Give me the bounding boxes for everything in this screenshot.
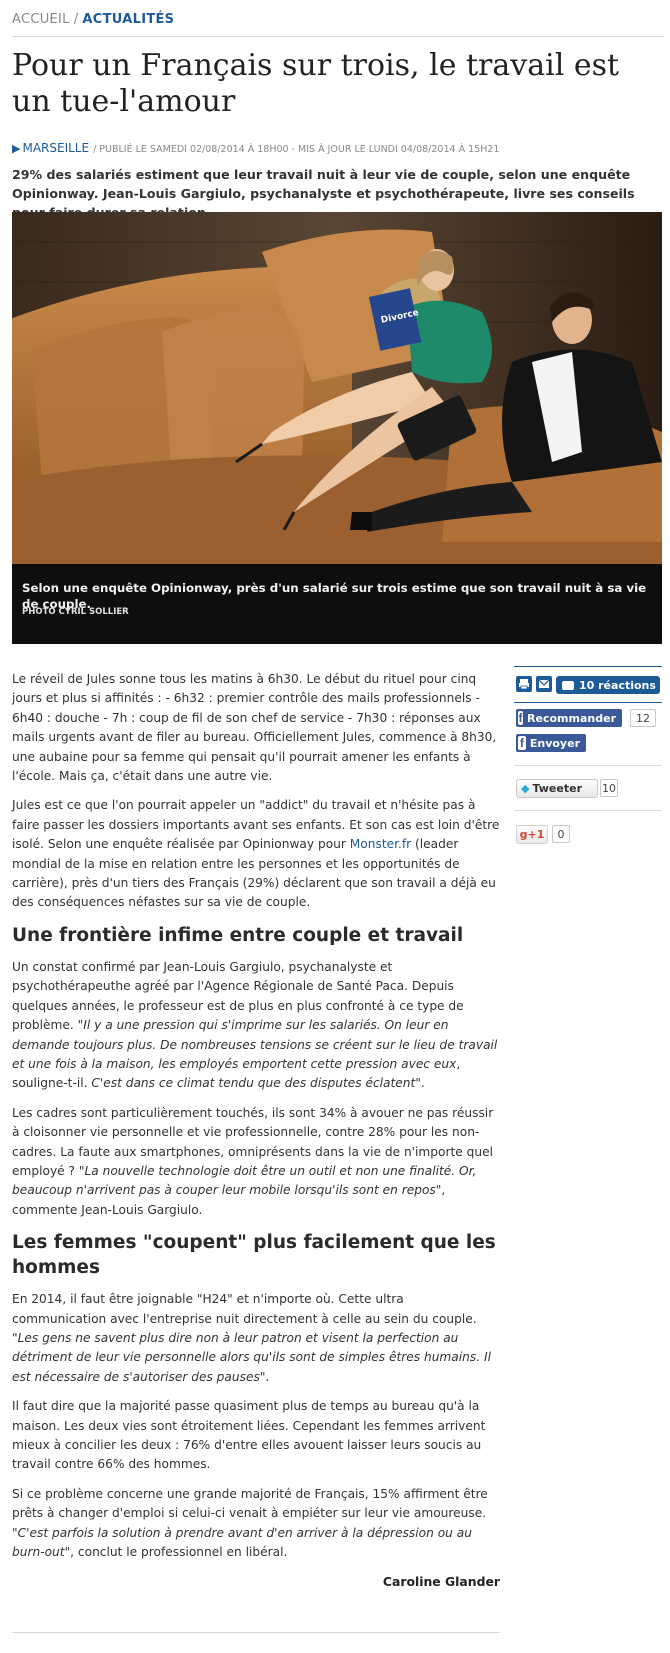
- section-heading: Une frontière infime entre couple et travail: [12, 924, 464, 946]
- book-title: Divorce: [380, 308, 420, 326]
- paragraph-text: ", conclut le professionnel en libéral.: [64, 1545, 288, 1560]
- quote: Les gens ne savent plus dire non à leur patron et visent la perfection au détriment de leur vie personnelle alors qu'ils sont de simples êtres humains. Il est nécessaire de s'autoriser des pauses: [12, 1330, 491, 1384]
- breadcrumb-separator: /: [73, 12, 79, 27]
- paragraph-text: En 2014, il faut être joignable "H24" et n'importe où. Cette ultra communication avec l'entreprise nuit directement à celle au sein du couple. ": [12, 1292, 477, 1345]
- paragraph: [12, 1104, 500, 1220]
- mail-icon[interactable]: [536, 676, 552, 692]
- paragraph: Le réveil de Jules sonne tous les matins à 6h30. Le début du rituel pour cinq jours et plus si affinités : - 6h32 : premier contrôle des mails professionnels - 6h40 : douche - 7h : coup de fil de son chef de service - 7h30 : réponses aux mails urgents avant de filer au bureau. Officiellement Jules, commence à 8h30, une aubaine pour sa femme qui pensait qu'il pourrait amener les enfants à l'école. Mais ça, c'était dans une autre vie.: [12, 672, 497, 784]
- footer-divider: [12, 1632, 500, 1633]
- sidebar-divider: [514, 810, 662, 811]
- photo-caption: Selon une enquête Opinionway, près d'un salarié sur trois estime que son travail nuit à sa vie de couple.: [22, 581, 647, 611]
- section-heading: Les femmes "coupent" plus facilement que les hommes: [12, 1232, 496, 1279]
- sidebar-divider: [514, 702, 662, 703]
- paragraph-text: Si ce problème concerne une grande majorité de Français, 15% affirment être prêts à changer d'emploi si celui-ci venait à empiéter sur leur vie amoureuse. ": [12, 1486, 488, 1540]
- quote: C'est parfois la solution à prendre avant d'en arriver à la dépression ou au burn-out: [12, 1525, 472, 1560]
- author-signature: Caroline Glander: [382, 1574, 500, 1590]
- tweet-button[interactable]: [516, 779, 598, 798]
- breadcrumb-home[interactable]: ACCUEIL: [12, 12, 70, 27]
- article-city[interactable]: MARSEILLE: [22, 141, 90, 155]
- paragraph-text: ", commente Jean-Louis Gargiulo.: [12, 1183, 446, 1217]
- paragraph-text: Jules est ce que l'on pourrait appeler un "addict" du travail et n'hésite pas à faire passer les dossiers importants avant ses enfants. Et son cas est loin d'être isolé. Selon une enquête réalisée par Opinionway pour: [12, 798, 500, 852]
- article-body: [12, 670, 500, 1602]
- sidebar-divider: [514, 765, 662, 766]
- published-date: / PUBLIÉ LE SAMEDI 02/08/2014 À 18H00: [93, 144, 289, 155]
- google-plus-button[interactable]: g+1: [516, 825, 548, 844]
- facebook-icon: f: [518, 711, 523, 725]
- facebook-recommend-button[interactable]: [516, 709, 622, 727]
- tweet-label: Tweeter: [532, 782, 582, 795]
- tweet-count: 10: [600, 779, 618, 797]
- paragraph-text: ".: [259, 1369, 270, 1384]
- reactions-label: 10 réactions: [579, 678, 656, 692]
- paragraph: [12, 958, 500, 1094]
- quote: C'est dans ce climat tendu que des disputes éclatent: [91, 1076, 416, 1091]
- facebook-send-button[interactable]: [516, 734, 586, 752]
- paragraph: [12, 1290, 500, 1387]
- paragraph-text: Un constat confirmé par Jean-Louis Gargiulo, psychanalyste et psychothérapeuthe agréé par l'Agence Régionale de Santé Paca. Depuis quelques années, le professeur est de plus en plus confronté à ce type de problème. ": [12, 959, 464, 1033]
- quote: La nouvelle technologie doit être un outil et non une finalité. Or, beaucoup n'arrivent pas à couper leur mobile lorsqu'ils sont en repos: [12, 1163, 477, 1198]
- send-label: Envoyer: [529, 736, 580, 750]
- quote: Il y a une pression qui s'imprime sur les salariés. On leur en demande toujours plus. De nombreuses tensions se créent sur le lieu de travail et une fois à la maison, les employés emportent cette pression avec eux: [12, 1018, 498, 1071]
- article-meta: [12, 141, 499, 155]
- recommend-label: Recommander: [527, 711, 616, 725]
- updated-date: - MIS À JOUR LE LUNDI 04/08/2014 À 15H21: [291, 144, 500, 155]
- paragraph-text: ".: [415, 1076, 425, 1091]
- play-triangle-icon: ▶: [12, 142, 21, 155]
- sidebar-top-divider: [514, 666, 662, 667]
- photo-credit: PHOTO CYRIL SOLLIER: [22, 607, 129, 617]
- recommend-count: 12: [630, 709, 656, 727]
- google-plus-count: 0: [552, 825, 570, 843]
- paragraph-text: , souligne-t-il.: [12, 1056, 461, 1091]
- facebook-icon: f: [519, 736, 524, 750]
- article-lead: 29% des salariés estiment que leur travail nuit à leur vie de couple, selon une enquête Opinionway. Jean-Louis Gargiulo, psychanalyste et psychothérapeute, livre ses conseils: [12, 167, 635, 201]
- comment-icon: [562, 681, 574, 690]
- twitter-icon: ◆: [521, 782, 530, 795]
- paragraph-text: Les cadres sont particulièrement touchés, ils sont 34% à avouer ne pas réussir à cloisonner vie personnelle et vie professionnelle, contre 28% pour les non-cadres. La faute aux smartphones, omniprésents dans la vie de n'importe quel employé ? ": [12, 1105, 494, 1178]
- paragraph: [12, 796, 500, 912]
- article-title: Pour un Français sur trois, le travail est un tue-l'amour: [12, 48, 620, 119]
- header-divider: [12, 36, 664, 37]
- print-icon[interactable]: [516, 676, 532, 692]
- monster-link[interactable]: Monster.fr: [349, 837, 412, 852]
- reactions-button[interactable]: [556, 676, 660, 694]
- paragraph-text: (leader mondial de la mise en relation entre les personnes et les opportunités de carrière), près d'un tiers des Français (29%) déclarent que son travail a déjà eu des conséquences néfastes sur sa vie de couple.: [12, 837, 496, 910]
- breadcrumb-current[interactable]: ACTUALITÉS: [82, 12, 175, 27]
- paragraph: [12, 1485, 500, 1563]
- breadcrumb: [12, 12, 174, 27]
- paragraph: Il faut dire que la majorité passe quasiment plus de temps au bureau qu'à la maison. Les deux vies sont étroitement liées. Cependant les femmes arrivent mieux à concilier les deux : 76% d'entre elles avouent laisser leurs soucis au travail contre 66% des hommes.: [12, 1399, 486, 1472]
